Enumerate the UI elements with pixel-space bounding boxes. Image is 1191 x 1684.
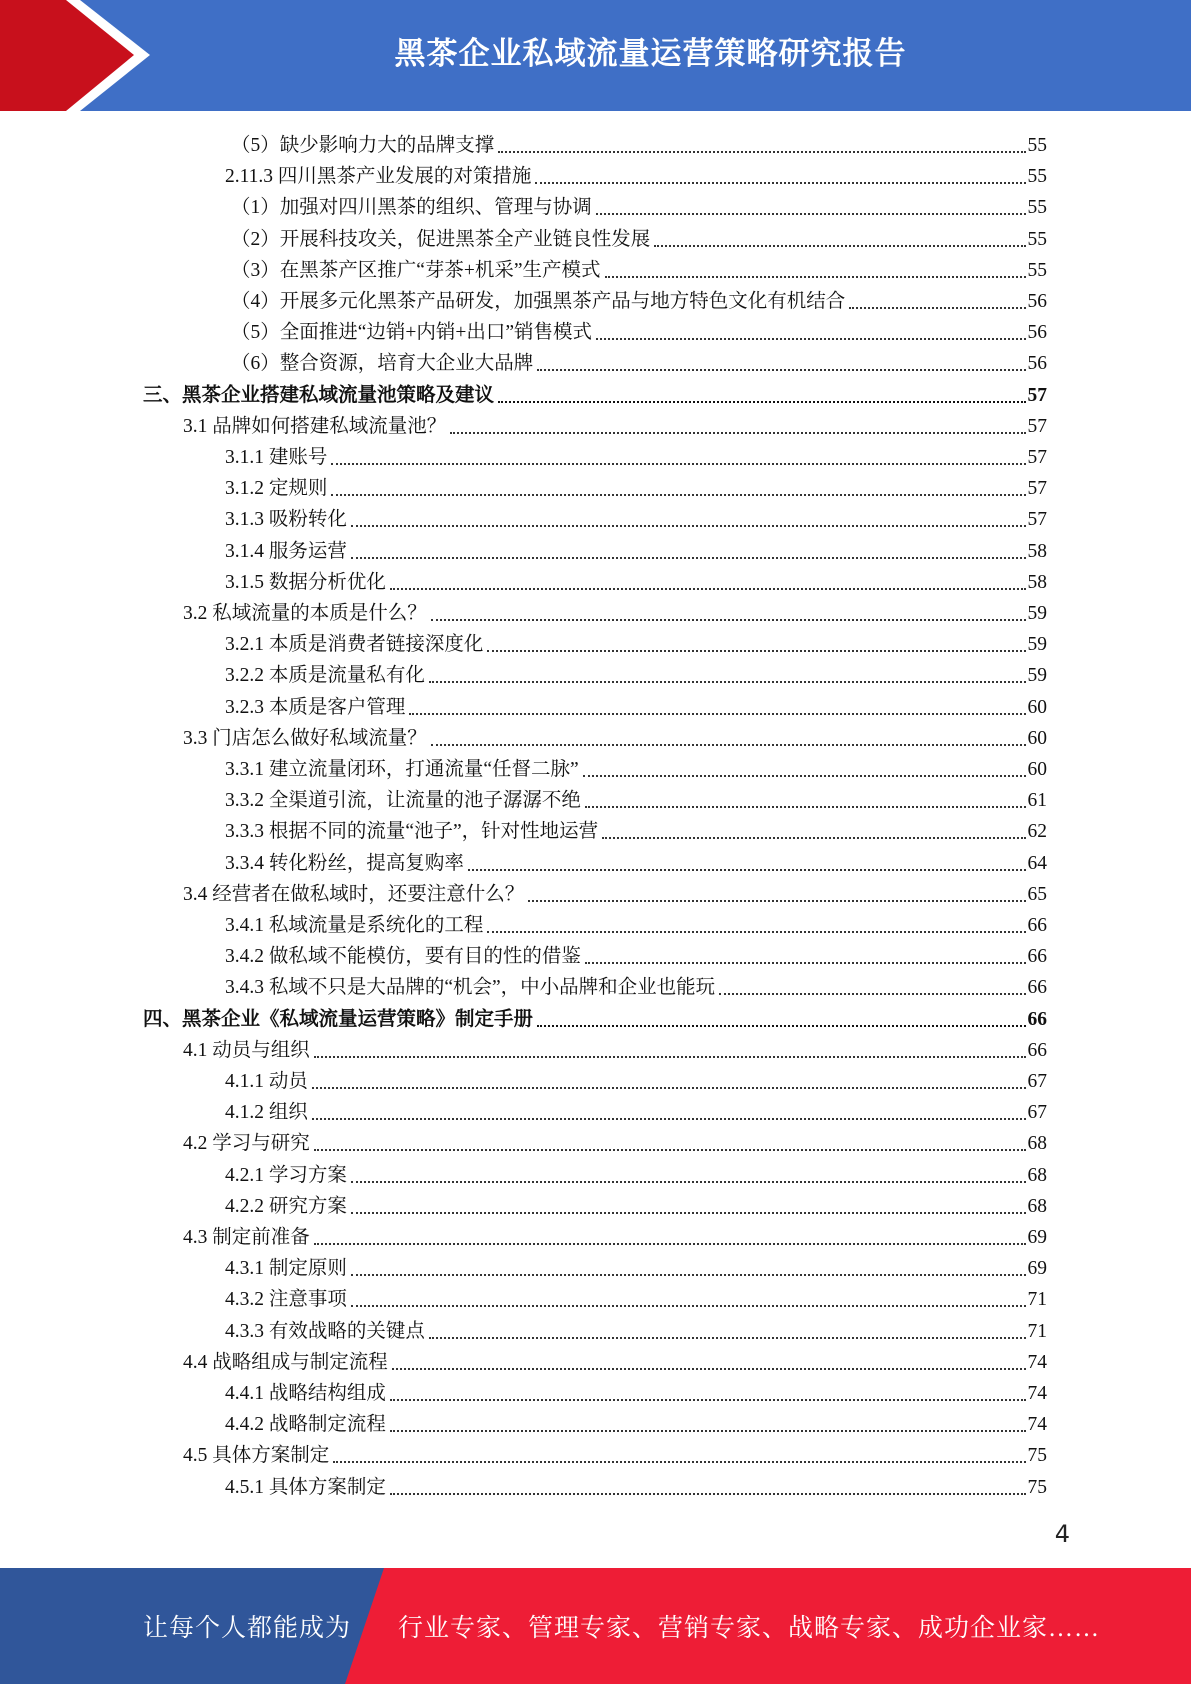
- toc-entry[interactable]: [231, 127, 1047, 158]
- toc-entry[interactable]: [225, 1406, 1047, 1437]
- toc-entry[interactable]: [143, 1001, 1047, 1032]
- toc-entry[interactable]: [225, 813, 1047, 844]
- toc-entry-page: 65: [1027, 884, 1047, 905]
- toc-entry[interactable]: [225, 689, 1047, 720]
- toc-entry-page: 55: [1027, 229, 1047, 250]
- toc-entry-title: 4.5.1 具体方案制定: [225, 1477, 386, 1498]
- toc-entry-page: 74: [1027, 1352, 1047, 1373]
- toc-entry-title: （1）加强对四川黑茶的组织、管理与协调: [231, 197, 592, 218]
- toc-dot-leader: [390, 1492, 1026, 1495]
- toc-dot-leader: [468, 868, 1026, 871]
- toc-entry-page: 55: [1027, 166, 1047, 187]
- toc-entry-title: 4.4 战略组成与制定流程: [183, 1352, 388, 1373]
- toc-entry-title: 2.11.3 四川黑茶产业发展的对策措施: [225, 166, 532, 187]
- toc-entry-page: 60: [1027, 728, 1047, 749]
- header-arrow-decoration: [0, 0, 170, 111]
- toc-entry-title: 3.2.1 本质是消费者链接深度化: [225, 634, 484, 655]
- toc-entry[interactable]: [143, 377, 1047, 408]
- toc-entry-title: 4.3.2 注意事项: [225, 1289, 347, 1310]
- toc-entry-page: 67: [1027, 1102, 1047, 1123]
- toc-entry[interactable]: [231, 189, 1047, 220]
- toc-entry-page: 66: [1027, 1040, 1047, 1061]
- toc-entry-title: 3.1.1 建账号: [225, 447, 328, 468]
- toc-entry-page: 58: [1027, 572, 1047, 593]
- toc-entry-page: 68: [1027, 1165, 1047, 1186]
- toc-entry-title: 3.1.5 数据分析优化: [225, 572, 386, 593]
- toc-entry-title: 4.3.3 有效战略的关键点: [225, 1321, 425, 1342]
- toc-entry[interactable]: [225, 1094, 1047, 1125]
- toc-entry-title: （4）开展多元化黑茶产品研发，加强黑茶产品与地方特色文化有机结合: [231, 291, 846, 312]
- toc-dot-leader: [312, 1086, 1026, 1089]
- toc-dot-leader: [585, 805, 1026, 808]
- toc-dot-leader: [849, 306, 1025, 309]
- toc-entry-title: 3.1.2 定规则: [225, 478, 328, 499]
- toc-entry-page: 55: [1027, 260, 1047, 281]
- footer-slogan-left: 让每个人都能成为: [143, 1615, 352, 1642]
- toc-entry-title: 3.1.3 吸粉转化: [225, 509, 347, 530]
- toc-dot-leader: [351, 524, 1026, 527]
- toc-dot-leader: [528, 899, 1025, 902]
- toc-entry-page: 55: [1027, 197, 1047, 218]
- toc-entry-title: 3.2 私域流量的本质是什么？: [183, 603, 427, 624]
- toc-dot-leader: [431, 618, 1026, 621]
- toc-entry-title: 3.4.3 私域不只是大品牌的“机会”，中小品牌和企业也能玩: [225, 977, 716, 998]
- toc-entry[interactable]: [183, 1032, 1047, 1063]
- toc-dot-leader: [585, 961, 1026, 964]
- toc-entry[interactable]: [225, 938, 1047, 969]
- toc-entry-title: 3.1.4 服务运营: [225, 541, 347, 562]
- toc-entry[interactable]: [183, 595, 1047, 626]
- toc-entry-page: 71: [1027, 1289, 1047, 1310]
- toc-entry-page: 57: [1027, 509, 1047, 530]
- toc-entry-title: 3.4.2 做私域不能模仿，要有目的性的借鉴: [225, 946, 581, 967]
- page-number: 4: [1054, 1520, 1070, 1548]
- toc-entry-page: 60: [1027, 697, 1047, 718]
- toc-entry[interactable]: [225, 533, 1047, 564]
- toc-dot-leader: [390, 1429, 1026, 1432]
- toc-entry-title: 4.3.1 制定原则: [225, 1258, 347, 1279]
- toc-entry-title: （2）开展科技攻关，促进黑茶全产业链良性发展: [231, 229, 651, 250]
- toc-entry-title: 3.1 品牌如何搭建私域流量池？: [183, 416, 447, 437]
- toc-entry-page: 68: [1027, 1133, 1047, 1154]
- toc-entry[interactable]: [231, 345, 1047, 376]
- toc-dot-leader: [351, 1304, 1026, 1307]
- toc-entry[interactable]: [225, 845, 1047, 876]
- toc-entry-page: 71: [1027, 1321, 1047, 1342]
- toc-dot-leader: [537, 1024, 1025, 1027]
- toc-entry[interactable]: [225, 751, 1047, 782]
- toc-dot-leader: [429, 680, 1026, 683]
- toc-entry[interactable]: [225, 1281, 1047, 1312]
- toc-entry-page: 75: [1027, 1477, 1047, 1498]
- toc-entry-page: 75: [1027, 1445, 1047, 1466]
- toc-dot-leader: [392, 1367, 1026, 1370]
- toc-entry-title: 4.3 制定前准备: [183, 1227, 310, 1248]
- toc-entry[interactable]: [225, 969, 1047, 1000]
- toc-entry[interactable]: [183, 720, 1047, 751]
- toc-entry-title: 4.4.2 战略制定流程: [225, 1414, 386, 1435]
- toc-entry-title: 3.3.2 全渠道引流，让流量的池子潺潺不绝: [225, 790, 581, 811]
- toc-dot-leader: [605, 275, 1026, 278]
- toc-dot-leader: [331, 462, 1025, 465]
- toc-dot-leader: [409, 712, 1025, 715]
- toc-entry-page: 61: [1027, 790, 1047, 811]
- toc-dot-leader: [351, 1180, 1026, 1183]
- toc-entry[interactable]: [183, 408, 1047, 439]
- toc-entry-title: 4.2 学习与研究: [183, 1133, 310, 1154]
- toc-entry-title: 3.4 经营者在做私域时，还要注意什么？: [183, 884, 525, 905]
- toc-entry[interactable]: [231, 283, 1047, 314]
- toc-entry-page: 66: [1027, 915, 1047, 936]
- toc-entry-title: 3.3.1 建立流量闭环，打通流量“任督二脉”: [225, 759, 579, 780]
- toc-entry[interactable]: [225, 1188, 1047, 1219]
- toc-entry[interactable]: [225, 1250, 1047, 1281]
- toc-entry-title: 3.3 门店怎么做好私域流量？: [183, 728, 427, 749]
- toc-entry-title: 3.2.2 本质是流量私有化: [225, 665, 425, 686]
- toc-entry-title: 4.2.1 学习方案: [225, 1165, 347, 1186]
- toc-entry[interactable]: [225, 1313, 1047, 1344]
- toc-entry-page: 59: [1027, 603, 1047, 624]
- toc-dot-leader: [487, 930, 1025, 933]
- toc-entry[interactable]: [183, 876, 1047, 907]
- page-header: [0, 0, 1191, 111]
- toc-entry[interactable]: [231, 252, 1047, 283]
- toc-entry-page: 56: [1027, 353, 1047, 374]
- toc-entry-title: 4.4.1 战略结构组成: [225, 1383, 386, 1404]
- toc-entry-title: 3.3.4 转化粉丝，提高复购率: [225, 853, 464, 874]
- toc-dot-leader: [390, 1398, 1026, 1401]
- toc-entry-title: （5）全面推进“边销+内销+出口”销售模式: [231, 322, 593, 343]
- toc-entry-title: 3.2.3 本质是客户管理: [225, 697, 406, 718]
- toc-entry[interactable]: [183, 1219, 1047, 1250]
- toc-dot-leader: [314, 1055, 1026, 1058]
- toc-entry-title: （5）缺少影响力大的品牌支撑: [231, 135, 495, 156]
- toc-dot-leader: [314, 1148, 1026, 1151]
- toc-dot-leader: [429, 1336, 1026, 1339]
- toc-dot-leader: [312, 1117, 1026, 1120]
- document-title: 黑茶企业私域流量运营策略研究报告: [394, 35, 907, 72]
- toc-entry-page: 56: [1027, 322, 1047, 343]
- toc-entry[interactable]: [231, 314, 1047, 345]
- toc-entry[interactable]: [225, 626, 1047, 657]
- toc-dot-leader: [583, 774, 1026, 777]
- toc-entry-page: 59: [1027, 634, 1047, 655]
- toc-entry-title: 4.1.1 动员: [225, 1071, 308, 1092]
- toc-entry-page: 74: [1027, 1383, 1047, 1404]
- toc-dot-leader: [351, 1211, 1026, 1214]
- toc-dot-leader: [314, 1242, 1026, 1245]
- toc-entry-title: 4.2.2 研究方案: [225, 1196, 347, 1217]
- toc-entry-page: 69: [1027, 1227, 1047, 1248]
- toc-entry[interactable]: [225, 907, 1047, 938]
- toc-entry-page: 57: [1027, 447, 1047, 468]
- toc-entry-page: 60: [1027, 759, 1047, 780]
- toc-entry[interactable]: [225, 1157, 1047, 1188]
- toc-dot-leader: [487, 649, 1025, 652]
- toc-entry[interactable]: [225, 158, 1047, 189]
- toc-entry[interactable]: [225, 1063, 1047, 1094]
- toc-dot-leader: [602, 836, 1025, 839]
- toc-dot-leader: [596, 337, 1025, 340]
- toc-entry-title: （3）在黑茶产区推广“芽茶+机采”生产模式: [231, 260, 601, 281]
- toc-entry[interactable]: [225, 501, 1047, 532]
- toc-entry[interactable]: [225, 782, 1047, 813]
- toc-dot-leader: [498, 150, 1025, 153]
- toc-entry-title: 3.4.1 私域流量是系统化的工程: [225, 915, 484, 936]
- toc-entry-page: 57: [1027, 478, 1047, 499]
- toc-entry[interactable]: [231, 221, 1047, 252]
- toc-entry-page: 55: [1027, 135, 1047, 156]
- page-footer: [0, 1568, 1191, 1684]
- toc-dot-leader: [498, 400, 1025, 403]
- toc-entry-title: （6）整合资源，培育大企业大品牌: [231, 353, 534, 374]
- toc-entry[interactable]: [225, 657, 1047, 688]
- toc-dot-leader: [351, 1273, 1026, 1276]
- toc-dot-leader: [390, 587, 1026, 590]
- toc-entry-page: 59: [1027, 665, 1047, 686]
- toc-dot-leader: [654, 244, 1025, 247]
- toc-entry[interactable]: [183, 1125, 1047, 1156]
- toc-entry-title: 4.5 具体方案制定: [183, 1445, 330, 1466]
- toc-entry[interactable]: [225, 470, 1047, 501]
- toc-entry-page: 57: [1027, 385, 1047, 406]
- toc-entry[interactable]: [183, 1344, 1047, 1375]
- toc-dot-leader: [331, 493, 1025, 496]
- toc-dot-leader: [431, 743, 1026, 746]
- toc-dot-leader: [537, 368, 1025, 371]
- toc-entry-page: 64: [1027, 853, 1047, 874]
- toc-entry-page: 69: [1027, 1258, 1047, 1279]
- toc-entry-page: 67: [1027, 1071, 1047, 1092]
- toc-dot-leader: [450, 431, 1025, 434]
- toc-dot-leader: [719, 992, 1025, 995]
- toc-entry[interactable]: [225, 1469, 1047, 1500]
- toc-entry-page: 66: [1027, 946, 1047, 967]
- toc-entry[interactable]: [225, 564, 1047, 595]
- toc-entry-page: 66: [1027, 1009, 1047, 1030]
- footer-slogan-right: 行业专家、管理专家、营销专家、战略专家、成功企业家……: [398, 1615, 1101, 1642]
- toc-dot-leader: [596, 212, 1026, 215]
- toc-entry-page: 66: [1027, 977, 1047, 998]
- toc-dot-leader: [351, 556, 1026, 559]
- toc-entry-page: 74: [1027, 1414, 1047, 1435]
- toc-entry-title: 4.1 动员与组织: [183, 1040, 310, 1061]
- toc-entry-page: 57: [1027, 416, 1047, 437]
- toc-entry-title: 4.1.2 组织: [225, 1102, 308, 1123]
- toc-dot-leader: [333, 1460, 1025, 1463]
- toc-entry[interactable]: [225, 439, 1047, 470]
- toc-entry-page: 62: [1027, 821, 1047, 842]
- toc-entry-title: 三、黑茶企业搭建私域流量池策略及建议: [143, 385, 495, 406]
- toc-dot-leader: [535, 181, 1025, 184]
- toc-entry-title: 3.3.3 根据不同的流量“池子”，针对性地运营: [225, 821, 599, 842]
- toc-entry[interactable]: [183, 1437, 1047, 1468]
- toc-entry[interactable]: [225, 1375, 1047, 1406]
- toc-entry-page: 58: [1027, 541, 1047, 562]
- toc-entry-page: 68: [1027, 1196, 1047, 1217]
- toc-entry-page: 56: [1027, 291, 1047, 312]
- toc-entry-title: 四、黑茶企业《私域流量运营策略》制定手册: [143, 1009, 534, 1030]
